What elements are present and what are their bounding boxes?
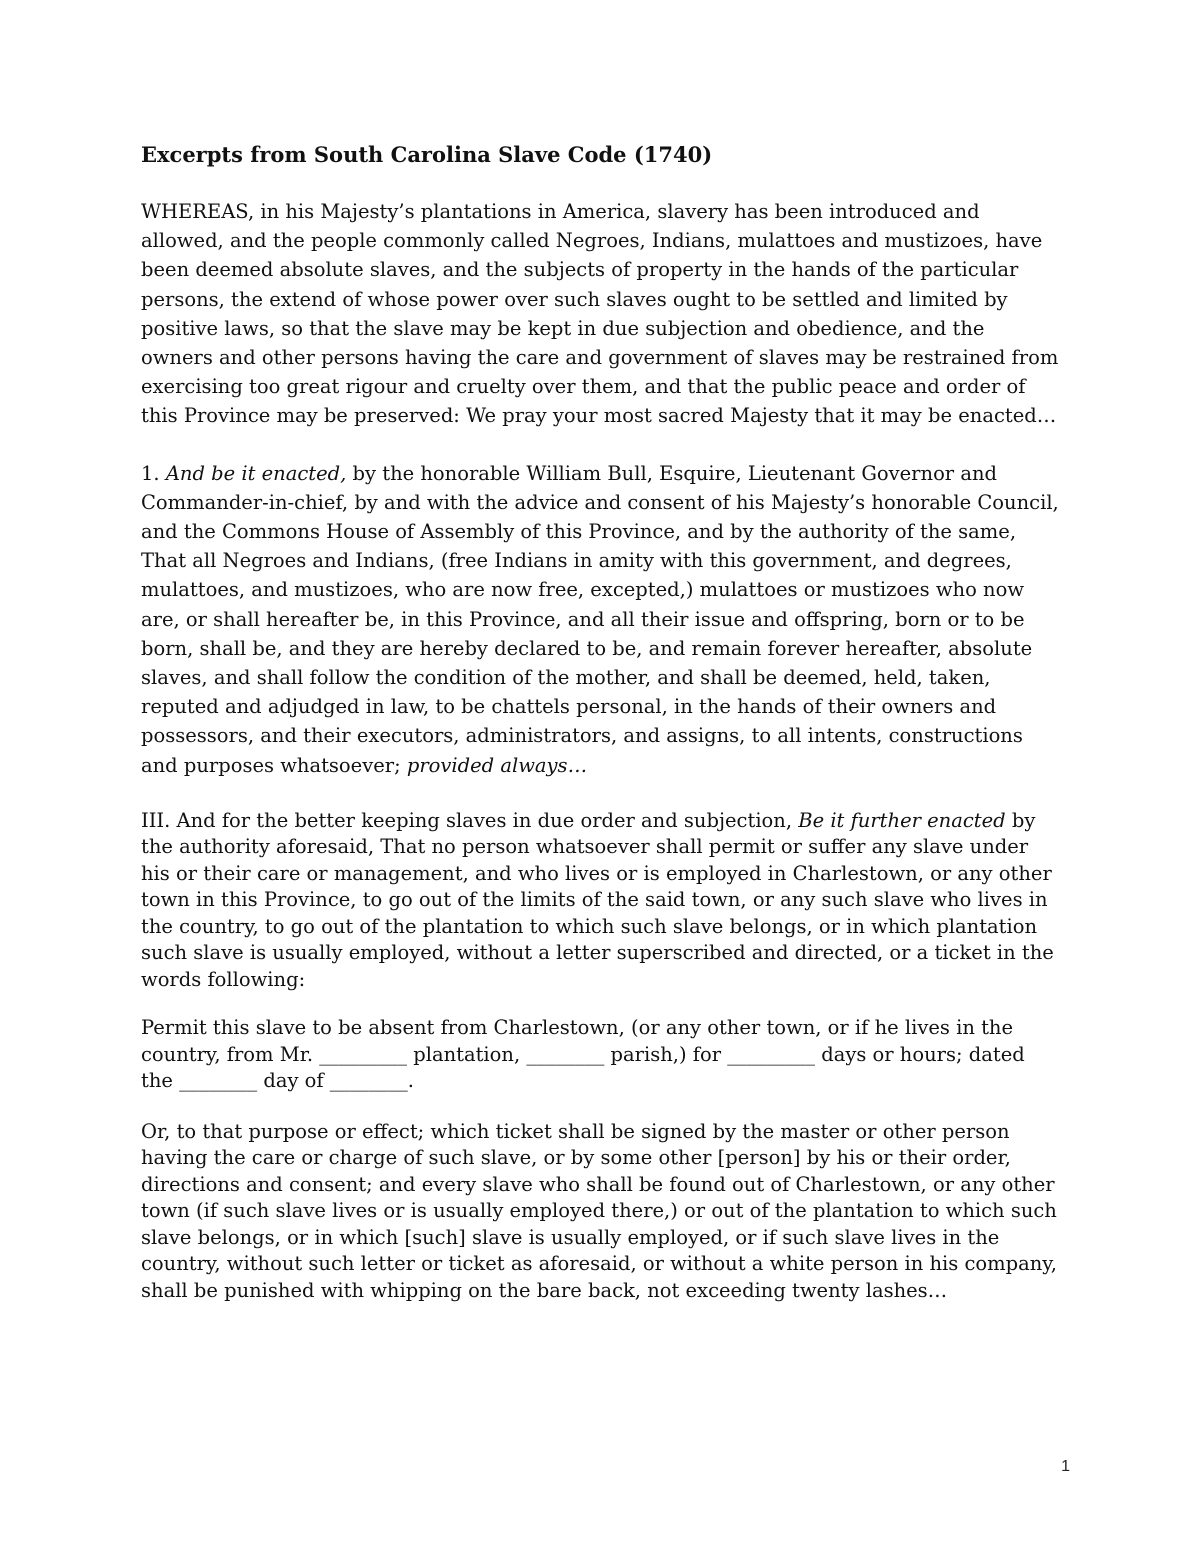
document-title: Excerpts from South Carolina Slave Code (1740) (141, 142, 713, 167)
section-1-lead-italic: And be it enacted, (165, 461, 347, 485)
ticket-text-paragraph: Permit this slave to be absent from Charlestown, (or any other town, or if he lives in the country, from Mr. _________ plantation, ________ parish,) for _________ days or hours; dated the ________ day of ________. (141, 1016, 1025, 1093)
section-1-paragraph (141, 459, 1061, 780)
page-number: 1 (1061, 1458, 1070, 1475)
section-1-number: 1. (141, 461, 166, 485)
section-3-body: by the authority aforesaid, That no person whatsoever shall permit or suffer any slave under his or their care or management, and who lives or is employed in Charlestown, or any other town in this Province, to go out of the limits of the said town, or any such slave who lives in the country, to go out of the plantation to which such slave belongs, or in which plantation such slave is usually employed, without a letter superscribed and directed, or a ticket in the words following: (141, 808, 1054, 991)
section-3-intro: III. And for the better keeping slaves in due order and subjection, (141, 808, 799, 832)
closing-paragraph: Or, to that purpose or effect; which ticket shall be signed by the master or other person having the care or charge of such slave, or by some other [person] by his or their order, directions and consent; and every slave who shall be found out of Charlestown, or any other town (if such slave lives or is usually employed there,) or out of the plantation to which such slave belongs, or in which [such] slave is usually employed, or if such slave lives in the country, without such letter or ticket as aforesaid, or without a white person in his company, shall be punished with whipping on the bare back, not exceeding twenty lashes… (141, 1119, 1057, 1302)
preamble-paragraph: WHEREAS, in his Majesty’s plantations in America, slavery has been introduced and allowed, and the people commonly called Negroes, Indians, mulattoes and mustizoes, have been deemed absolute slaves, and the subjects of property in the hands of the particular persons, the extend of whose power over such slaves ought to be settled and limited by positive laws, so that the slave may be kept in due subjection and obedience, and the owners and other persons having the care and government of slaves may be restrained from exercising too great rigour and cruelty over them, and that the public peace and order of this Province may be preserved: We pray your most sacred Majesty that it may be enacted… (141, 200, 1059, 428)
section-1-body: by the honorable William Bull, Esquire, Lieutenant Governor and Commander-in-chief, by and with the advice and consent of his Majesty’s honorable Council, and the Commons House of Assembly of this Province, and by the authority of the same, That all Negroes and Indians, (free Indians in amity with this government, and degrees, mulattoes, and mustizoes, who are now free, excepted,) mulattoes or mustizoes who now are, or shall hereafter be, in this Province, and all their issue and offspring, born or to be born, shall be, and they are hereby declared to be, and remain forever hereafter, absolute slaves, and shall follow the condition of the mother, and shall be deemed, held, taken, reputed and adjudged in law, to be chattels personal, in the hands of their owners and possessors, and their executors, administrators, and assigns, to all intents, constructions and purposes whatsoever; (141, 461, 1059, 777)
section-1-tail-italic: provided always… (406, 753, 588, 777)
section-3-italic: Be it further enacted (798, 808, 1006, 832)
section-3-paragraph (141, 808, 1061, 994)
document-body (141, 140, 1061, 1332)
